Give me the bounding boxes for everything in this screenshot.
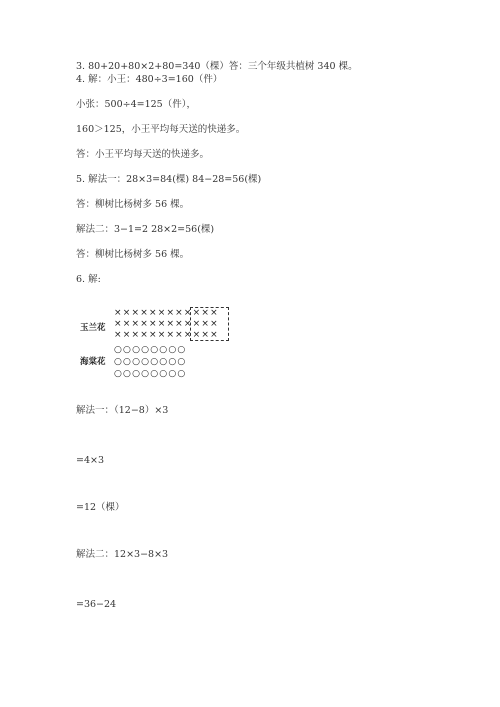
flower-diagram xyxy=(78,305,238,385)
answer-line-6-method1: 解法一：（12−8）×3 xyxy=(76,405,169,416)
circle-row: ○○○○○○○○ xyxy=(114,357,187,367)
answer-line-3: 3. 80+20+80×2+80=340（棵）答：三个年级共植树 340 棵。 xyxy=(76,61,358,72)
answer-line-4-answer: 答：小王平均每天送的快递多。 xyxy=(76,149,210,160)
answer-line-5: 5. 解法一：28×3=84(棵) 84−28=56(棵) xyxy=(76,174,262,185)
answer-line-4: 4. 解：小王：480÷3=160（件） xyxy=(76,74,223,85)
difference-dashed-box xyxy=(190,307,229,341)
cross-row: ×××××××××××× xyxy=(114,330,219,340)
answer-line-4-zhang: 小张：500÷4=125（件）， xyxy=(76,99,196,110)
answer-line-6-method2: 解法二：12×3−8×3 xyxy=(76,549,169,560)
circle-row: ○○○○○○○○ xyxy=(114,345,187,355)
answer-line-6-step3: =36−24 xyxy=(76,599,117,610)
answer-line-4-compare: 160＞125，小王平均每天送的快递多。 xyxy=(76,124,246,135)
yulan-label: 玉兰花 xyxy=(80,323,106,333)
answer-line-6-step1: =4×3 xyxy=(76,455,105,466)
answer-line-6-step2: =12（棵） xyxy=(76,502,125,513)
cross-row: ×××××××××××× xyxy=(114,308,219,318)
answer-line-5-method2: 解法二：3−1=2 28×2=56(棵) xyxy=(76,224,215,235)
answer-line-5-answer2: 答：柳树比杨树多 56 棵。 xyxy=(76,249,190,260)
circle-row: ○○○○○○○○ xyxy=(114,369,187,379)
answer-line-5-answer1: 答：柳树比杨树多 56 棵。 xyxy=(76,199,190,210)
haitang-label: 海棠花 xyxy=(80,357,106,367)
answer-line-6: 6. 解: xyxy=(76,274,101,285)
cross-row: ×××××××××××× xyxy=(114,319,219,329)
